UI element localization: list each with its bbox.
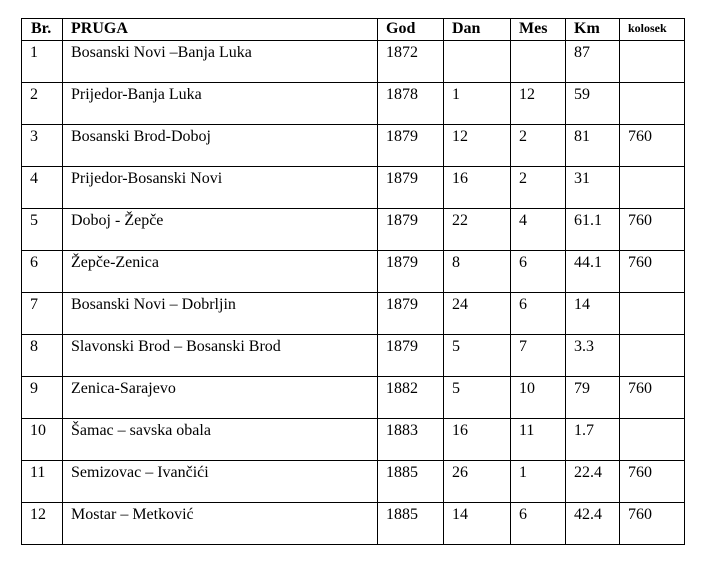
- cell-mes: 2: [511, 167, 566, 209]
- header-god: God: [378, 19, 444, 41]
- cell-god: 1885: [378, 461, 444, 503]
- cell-km: 22.4: [566, 461, 620, 503]
- cell-kolosek: 760: [620, 125, 685, 167]
- cell-br: 11: [22, 461, 63, 503]
- cell-pruga: Semizovac – Ivančići: [63, 461, 378, 503]
- cell-mes: 11: [511, 419, 566, 461]
- table-row: [22, 41, 685, 83]
- cell-kolosek: [620, 41, 685, 83]
- cell-pruga: Slavonski Brod – Bosanski Brod: [63, 335, 378, 377]
- table-row: [22, 377, 685, 419]
- cell-km: 44.1: [566, 251, 620, 293]
- cell-god: 1883: [378, 419, 444, 461]
- cell-br: 10: [22, 419, 63, 461]
- cell-km: 81: [566, 125, 620, 167]
- cell-dan: 5: [444, 335, 511, 377]
- cell-kolosek: 760: [620, 251, 685, 293]
- table-row: [22, 167, 685, 209]
- cell-km: 31: [566, 167, 620, 209]
- header-br: Br.: [22, 19, 63, 41]
- cell-kolosek: 760: [620, 461, 685, 503]
- cell-dan: 16: [444, 419, 511, 461]
- cell-mes: 1: [511, 461, 566, 503]
- railway-table: [21, 18, 685, 545]
- header-row: [22, 19, 685, 41]
- header-pruga: PRUGA: [63, 19, 378, 41]
- cell-pruga: Zenica-Sarajevo: [63, 377, 378, 419]
- cell-br: 1: [22, 41, 63, 83]
- cell-dan: 26: [444, 461, 511, 503]
- cell-dan: 1: [444, 83, 511, 125]
- header-kolosek: kolosek: [620, 19, 685, 41]
- cell-dan: 22: [444, 209, 511, 251]
- cell-pruga: Bosanski Brod-Doboj: [63, 125, 378, 167]
- cell-km: 87: [566, 41, 620, 83]
- cell-kolosek: 760: [620, 377, 685, 419]
- cell-br: 2: [22, 83, 63, 125]
- cell-mes: 12: [511, 83, 566, 125]
- cell-km: 61.1: [566, 209, 620, 251]
- railway-table-document: [21, 18, 685, 545]
- header-km: Km: [566, 19, 620, 41]
- cell-god: 1872: [378, 41, 444, 83]
- cell-mes: 10: [511, 377, 566, 419]
- cell-pruga: Bosanski Novi –Banja Luka: [63, 41, 378, 83]
- cell-mes: 7: [511, 335, 566, 377]
- table-row: [22, 503, 685, 545]
- cell-dan: 14: [444, 503, 511, 545]
- cell-mes: [511, 41, 566, 83]
- table-row: [22, 461, 685, 503]
- cell-god: 1879: [378, 125, 444, 167]
- cell-mes: 6: [511, 503, 566, 545]
- cell-god: 1879: [378, 209, 444, 251]
- cell-pruga: Šamac – savska obala: [63, 419, 378, 461]
- header-dan: Dan: [444, 19, 511, 41]
- cell-mes: 4: [511, 209, 566, 251]
- table-row: [22, 419, 685, 461]
- cell-dan: 5: [444, 377, 511, 419]
- table-row: [22, 293, 685, 335]
- cell-pruga: Mostar – Metković: [63, 503, 378, 545]
- cell-god: 1885: [378, 503, 444, 545]
- table-row: [22, 335, 685, 377]
- cell-br: 5: [22, 209, 63, 251]
- table-body: [22, 41, 685, 545]
- cell-kolosek: [620, 83, 685, 125]
- cell-pruga: Prijedor-Bosanski Novi: [63, 167, 378, 209]
- cell-pruga: Žepče-Zenica: [63, 251, 378, 293]
- table-row: [22, 209, 685, 251]
- cell-km: 42.4: [566, 503, 620, 545]
- cell-mes: 6: [511, 251, 566, 293]
- table-row: [22, 83, 685, 125]
- cell-dan: [444, 41, 511, 83]
- cell-dan: 24: [444, 293, 511, 335]
- cell-br: 3: [22, 125, 63, 167]
- cell-kolosek: 760: [620, 209, 685, 251]
- cell-br: 9: [22, 377, 63, 419]
- cell-dan: 12: [444, 125, 511, 167]
- cell-god: 1879: [378, 293, 444, 335]
- cell-br: 8: [22, 335, 63, 377]
- cell-god: 1878: [378, 83, 444, 125]
- cell-br: 7: [22, 293, 63, 335]
- cell-km: 79: [566, 377, 620, 419]
- cell-mes: 2: [511, 125, 566, 167]
- cell-kolosek: [620, 335, 685, 377]
- cell-god: 1882: [378, 377, 444, 419]
- cell-pruga: Bosanski Novi – Dobrljin: [63, 293, 378, 335]
- table-row: [22, 251, 685, 293]
- cell-pruga: Prijedor-Banja Luka: [63, 83, 378, 125]
- cell-god: 1879: [378, 251, 444, 293]
- cell-br: 6: [22, 251, 63, 293]
- cell-br: 4: [22, 167, 63, 209]
- cell-pruga: Doboj - Žepče: [63, 209, 378, 251]
- cell-kolosek: 760: [620, 503, 685, 545]
- cell-god: 1879: [378, 167, 444, 209]
- cell-god: 1879: [378, 335, 444, 377]
- cell-dan: 16: [444, 167, 511, 209]
- cell-kolosek: [620, 167, 685, 209]
- cell-br: 12: [22, 503, 63, 545]
- header-mes: Mes: [511, 19, 566, 41]
- cell-km: 1.7: [566, 419, 620, 461]
- cell-km: 14: [566, 293, 620, 335]
- table-row: [22, 125, 685, 167]
- cell-kolosek: [620, 419, 685, 461]
- cell-km: 3.3: [566, 335, 620, 377]
- cell-mes: 6: [511, 293, 566, 335]
- cell-kolosek: [620, 293, 685, 335]
- cell-km: 59: [566, 83, 620, 125]
- cell-dan: 8: [444, 251, 511, 293]
